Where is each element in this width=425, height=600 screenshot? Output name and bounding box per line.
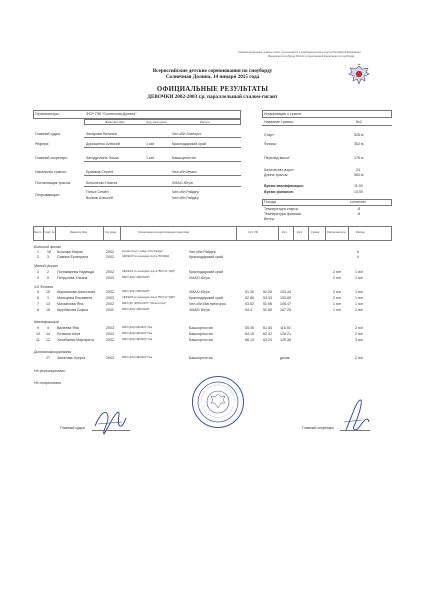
col-divider <box>293 226 294 241</box>
col-divider <box>308 226 309 241</box>
result-q1: 66.14 <box>245 338 254 342</box>
result-region: Башкортостан <box>189 338 213 342</box>
official-region: Чел.обл.Райдер <box>172 190 199 194</box>
result-org: МБОУ ДО "ДЮСШ МГО" "Магнитогорск" <box>122 302 167 305</box>
col-header-q2: Кв.2 <box>297 231 303 234</box>
result-year: 2002 <box>106 308 114 312</box>
group-title: Квалификация <box>34 320 59 324</box>
result-bib: 16 <box>46 308 50 312</box>
result-r: 2 юн <box>355 332 363 336</box>
result-place: 5 <box>37 290 39 294</box>
result-org: МБОУ ДОД СДЮШОР Уфа <box>122 332 153 335</box>
result-q1: 64.19 <box>245 332 254 336</box>
weather-title: Погода <box>264 200 276 204</box>
result-sum: 107.25 <box>280 308 291 312</box>
result-bib: 18 <box>47 250 51 254</box>
result-name: Литвина Анна <box>57 332 81 336</box>
organizers-value: ФСР, ГЛК "Солнечная Долина" <box>86 112 137 116</box>
weather-row-label: Температура старта: <box>264 207 299 211</box>
result-year: 2002 <box>106 338 114 342</box>
track-row-value: 560 м <box>354 173 364 177</box>
result-r: II <box>357 250 359 254</box>
track-row-label: Старт: <box>264 133 275 137</box>
result-r: 1 юн <box>355 276 363 280</box>
weather-box <box>262 199 392 206</box>
official-region: ХМАО-Югра <box>172 181 193 185</box>
result-year: 2002 <box>106 255 114 259</box>
result-year: 2003 <box>106 276 114 280</box>
result-org: СДЮШОР по зим.видам спорта ГБОУ КК "КДЮ" <box>122 296 176 299</box>
result-region: ХМАО-Югра <box>189 308 210 312</box>
result-place: 8 <box>37 308 39 312</box>
result-sum: 116.92 <box>280 326 291 330</box>
col-header-year: Год рожд. <box>105 231 117 234</box>
result-rank: 2 юн <box>333 296 341 300</box>
col-header-rank: Разряд выполн. <box>327 231 346 234</box>
official-region: Чел.обл.Миасс <box>172 170 197 174</box>
track-row-value: 13:00 <box>354 190 363 194</box>
official-name: Пятых Семён <box>86 190 109 194</box>
result-q2: 61.53 <box>263 326 272 330</box>
official-role: Главный судья: <box>35 132 61 136</box>
chief-judge-label: Главный судья <box>60 426 85 430</box>
result-bib: 13 <box>46 302 50 306</box>
result-rank: 2 юн <box>333 276 341 280</box>
official-region: Чел.обл.Райдер <box>172 196 199 200</box>
category-title: ДЕВОЧКИ 2002-2003 г.р. параллельный слалом-гигант <box>147 94 278 100</box>
result-q2: 52.85 <box>263 308 272 312</box>
col-header-region: Суб. РФ <box>248 231 258 234</box>
event-date-place: Солнечная Долина, 14 января 2015 года <box>165 74 260 80</box>
result-org: филиал Осыр / Чайка, СОЦ "Райдер" <box>122 250 164 253</box>
official-category: 1 кат <box>146 142 155 146</box>
result-org: МБОУ ДОД СДЮШОР Уфа <box>122 338 153 341</box>
track-row-value: 176 м <box>354 156 364 160</box>
organizers-label: Организаторы: <box>35 112 60 116</box>
subheader-category: Суд. категория <box>146 120 167 124</box>
header-org-line1: Главная федерация лыжных гонок, горнолыжного и сноубордического спорта Российской Федерации <box>238 51 361 54</box>
track-row-label: Время квалификации: <box>264 184 304 188</box>
official-results-title: ОФИЦИАЛЬНЫЕ РЕЗУЛЬТАТЫ <box>156 86 269 93</box>
official-role: Открывающие: <box>35 193 61 197</box>
result-q1: 52.86 <box>245 296 254 300</box>
result-r: II <box>357 255 359 259</box>
result-bib: 4 <box>47 326 49 330</box>
track-row-label: Перепад высот: <box>264 156 291 160</box>
official-category: 1 кат <box>146 156 155 160</box>
result-region: Башкортостан <box>189 356 213 360</box>
official-region: Чел.обл.Златоуст <box>172 132 202 136</box>
result-r: 1 юн <box>355 296 363 300</box>
result-name: Петрусева Ульяна <box>57 276 88 280</box>
result-q2: 53.03 <box>263 296 272 300</box>
official-name: Волков Алексей <box>86 196 113 200</box>
official-stamp <box>192 376 244 428</box>
track-info-title: Информация о трассе <box>264 112 302 116</box>
result-region: ХМАО-Югра <box>189 276 210 280</box>
result-name: Зинатова Урсула <box>57 356 86 360</box>
result-q2: 52.98 <box>263 302 272 306</box>
weather-value: солнечно <box>350 200 366 204</box>
result-place: 10 <box>36 332 40 336</box>
official-name: Дорошенко Алексей <box>86 142 120 146</box>
result-org: МБОУ ДОД "СДЮСШОР" <box>122 290 150 293</box>
track-row-label: Финиш: <box>264 142 277 146</box>
weather-row-label: Температура финиша: <box>264 212 302 216</box>
result-q1: 51.30 <box>245 290 254 294</box>
result-r: 1 юн <box>355 302 363 306</box>
group-title: Малый финал <box>34 264 58 268</box>
col-divider <box>348 226 349 241</box>
col-header-r: Разряд <box>356 231 365 234</box>
result-region: Краснодарский край <box>189 270 223 274</box>
group-title: Дисквалифицированы <box>34 350 72 354</box>
result-name: Михайлова Яна <box>57 302 84 306</box>
group-title: 1/4 Финала <box>34 285 53 289</box>
track-row-label: Длина трассы: <box>264 173 289 177</box>
result-bib: 3 <box>47 255 49 259</box>
result-name: Пономарева Надежда <box>57 270 95 274</box>
result-year: 2003 <box>106 356 114 360</box>
result-rank: 2 юн <box>333 290 341 294</box>
track-row-value: 24 <box>356 168 360 172</box>
organizers-box <box>33 110 241 119</box>
result-org: МБОУ ДОД СДЮШОР Уфа <box>122 326 153 329</box>
col-divider <box>103 226 104 241</box>
track-name-value: №2 <box>356 120 362 124</box>
subheader-region: Регион <box>200 120 210 124</box>
result-year: 2003 <box>106 326 114 330</box>
result-region: ХМАО-Югра <box>189 290 210 294</box>
result-r: 3 юн <box>355 338 363 342</box>
result-org: МБОУ ДОД СДЮШОР Уфа <box>122 356 153 359</box>
result-name: Ширшикова Анастасия <box>57 290 96 294</box>
result-name: Мальцева Елизавета <box>57 296 93 300</box>
col-header-bib: Старт № <box>44 231 55 234</box>
weather-row-value: -8 <box>357 212 361 216</box>
result-q1: 55.39 <box>245 326 254 330</box>
chief-judge-signature <box>92 404 128 436</box>
col-divider <box>325 226 326 241</box>
result-bib: 12 <box>46 338 50 342</box>
result-place: 7 <box>37 302 39 306</box>
track-row-value: 11:00 <box>354 184 363 188</box>
result-place: 9 <box>37 326 39 330</box>
col-header-q1: Кв.1 <box>282 231 288 234</box>
result-region: Краснодарский край <box>189 296 223 300</box>
official-region: Краснодарский край <box>172 142 206 146</box>
result-year: 2002 <box>106 270 114 274</box>
result-bib: 5 <box>47 276 49 280</box>
col-header-sum: Сумма <box>311 231 320 234</box>
track-row-value: 528 м <box>354 133 364 137</box>
official-region: Башкортостан <box>172 156 196 160</box>
result-sum: 105.89 <box>280 296 291 300</box>
event-title: Всероссийские детские соревнования по сноуборду <box>152 68 273 74</box>
result-q2: 62.02 <box>263 332 272 336</box>
result-name: Щербакова Софья <box>57 308 89 312</box>
result-bib: 17 <box>46 356 50 360</box>
result-place: 2 <box>37 255 39 259</box>
col-divider <box>278 226 279 241</box>
official-role: Главный секретарь: <box>35 156 69 160</box>
result-sum: 103.44 <box>280 290 291 294</box>
not-finished-label: Не финишировали <box>34 369 66 373</box>
weather-row-label: Ветер: <box>264 217 275 221</box>
result-year: 2002 <box>106 332 114 336</box>
result-name: Валеева Яна <box>57 326 79 330</box>
result-year: 2002 <box>106 302 114 306</box>
official-role: Рефери: <box>35 142 50 146</box>
result-place: 4 <box>37 276 39 280</box>
result-sum: 129.38 <box>280 338 291 342</box>
result-r: 2 юн <box>355 326 363 330</box>
col-divider <box>236 226 237 241</box>
result-region: Краснодарский край <box>189 255 223 259</box>
result-region: Чел.обл.Магнитогорск <box>189 302 226 306</box>
result-rank: 1 юн <box>333 302 341 306</box>
weather-row-value: -8 <box>357 207 361 211</box>
result-r: 1 юн <box>355 290 363 294</box>
result-place: 1 <box>37 250 39 254</box>
result-rank: 1 юн <box>333 308 341 312</box>
result-q1: 54.4 <box>245 308 252 312</box>
result-org: СДЮШОР по зим.видам спорта ГБОУДОД <box>122 255 169 258</box>
col-header-name: Фамилия Имя <box>70 231 87 234</box>
official-name: Ермаков Сергей <box>86 170 114 174</box>
result-sum: 106.47 <box>280 302 291 306</box>
official-name: Захарова Наталья <box>86 132 117 136</box>
track-row-value: 352 м <box>354 142 364 146</box>
result-r: 2 юн <box>355 308 363 312</box>
result-rank: 2 юн <box>333 270 341 274</box>
result-q2: 52.05 <box>263 290 272 294</box>
result-region: Башкортостан <box>189 326 213 330</box>
result-org: СДЮШОР по зим.видам спорта ГБОУ КК "КДЮ" <box>122 270 176 273</box>
result-place: 11 <box>36 338 40 342</box>
track-row-label: Количество ворот: <box>264 168 295 172</box>
col-divider <box>55 226 56 241</box>
signature-line <box>340 430 370 431</box>
result-r: 1 юн <box>355 270 363 274</box>
result-q2: 63.24 <box>263 338 272 342</box>
result-bib: 14 <box>46 332 50 336</box>
not-started-label: Не стартовали <box>34 381 62 385</box>
result-name: Хачибаева Маргарита <box>57 338 94 342</box>
result-bib: 10 <box>46 290 50 294</box>
result-q1: 53.52 <box>245 302 254 306</box>
result-org: МБОУ ДОД "СДЮСШОР" <box>122 276 150 279</box>
result-region: Башкортостан <box>189 332 213 336</box>
signature-line <box>92 430 130 431</box>
result-sum: дискв. <box>280 356 291 360</box>
result-name: Бочкова Мария <box>57 250 83 254</box>
header-org-line2: Федерация сноуборда России и горнолыжной федерации по сноуборду <box>268 55 355 58</box>
official-role: Начальник трассы: <box>35 170 67 174</box>
track-name-label: Название трассы: <box>264 120 294 124</box>
result-place: 6 <box>37 296 39 300</box>
result-bib: 2 <box>47 270 49 274</box>
official-name: Загидуллина Эльза <box>86 156 119 160</box>
result-year: 2002 <box>106 290 114 294</box>
result-bib: 1 <box>47 296 49 300</box>
col-header-org: Организация осуществляющая подготовку <box>138 231 190 234</box>
col-divider <box>120 226 121 241</box>
official-role: Постановщик трассы: <box>35 181 72 185</box>
group-title: Большой финал <box>34 245 62 249</box>
result-name: Савина Екатерина <box>57 255 89 259</box>
track-row-label: Время финалов: <box>264 190 294 194</box>
result-year: 2002 <box>106 250 114 254</box>
result-place: 3 <box>37 270 39 274</box>
chief-secretary-label: Главный секретарь <box>302 426 335 430</box>
official-name: Колыленко Никита <box>86 181 118 185</box>
subheader-name: Фамилия Имя <box>105 120 125 124</box>
col-header-place: Место <box>34 231 42 234</box>
result-r: 2 юн <box>355 356 363 360</box>
result-year: 2003 <box>106 296 114 300</box>
result-region: Чел.обл.Райдер <box>189 250 216 254</box>
result-org: МБОУ ДОД "СДЮСШОР" <box>122 308 150 311</box>
result-sum: 126.21 <box>280 332 291 336</box>
